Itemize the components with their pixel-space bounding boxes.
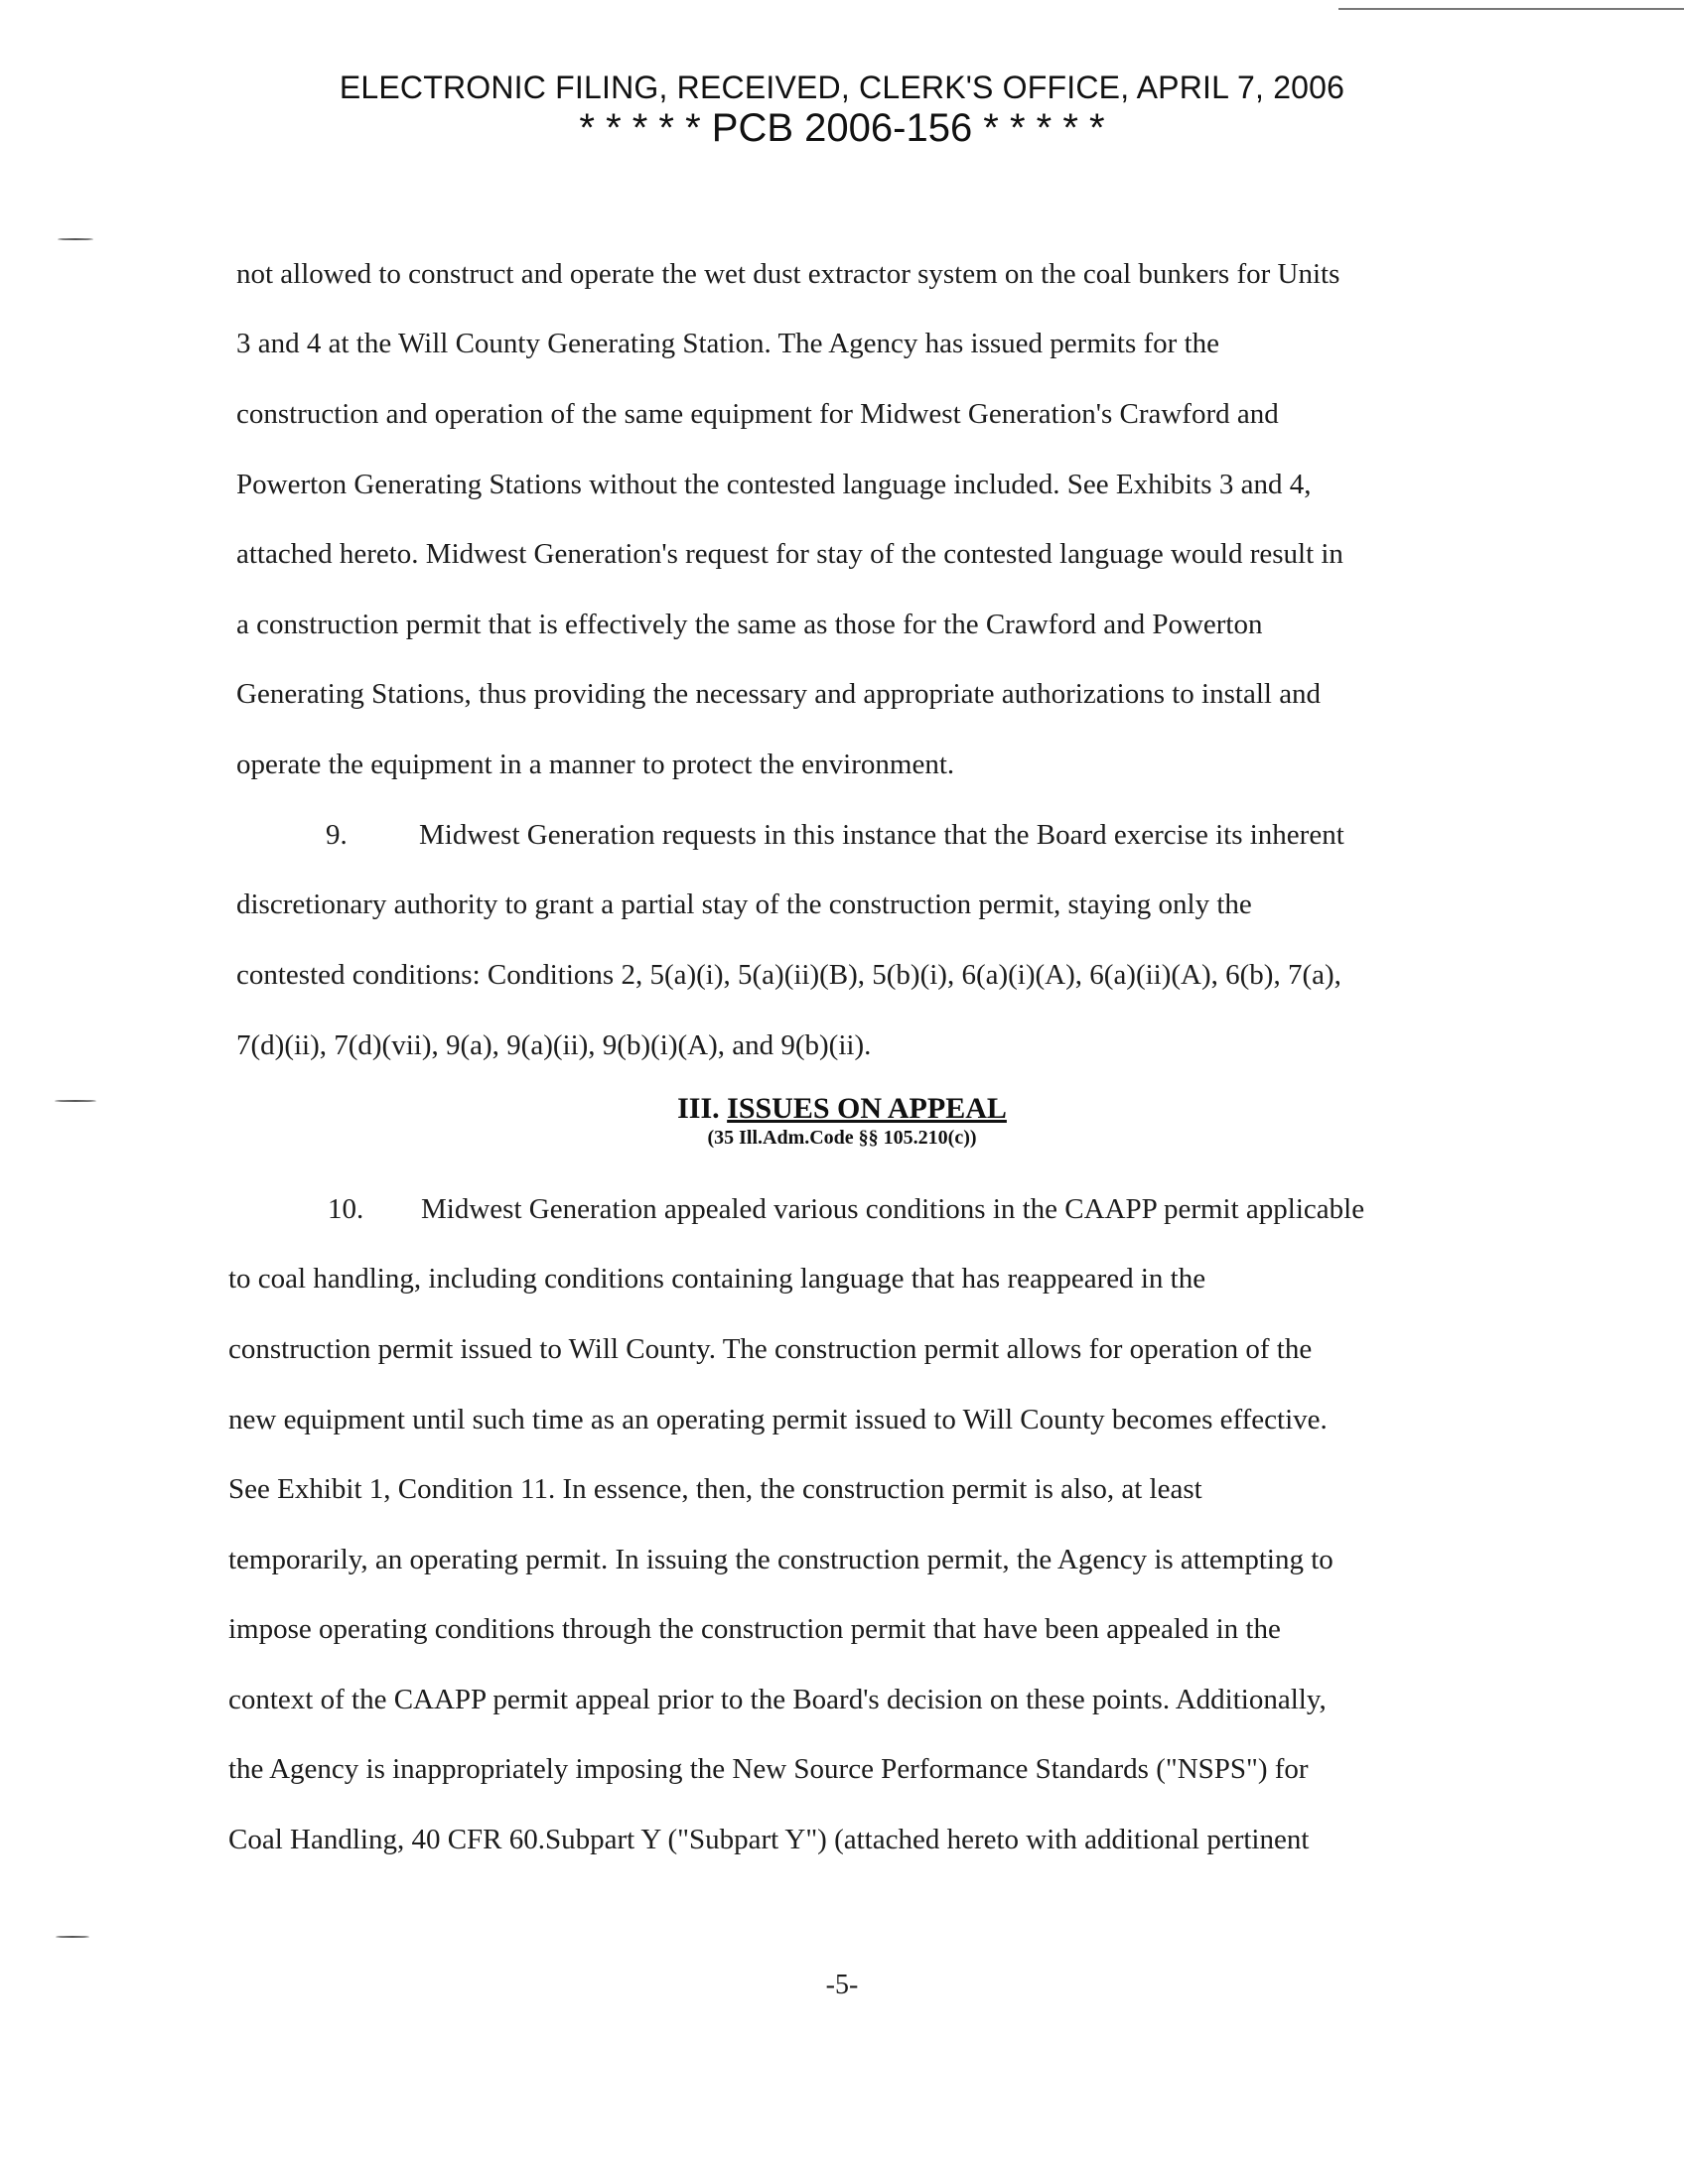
text-line: new equipment until such time as an operating permit issued to Will County becomes effective. xyxy=(228,1404,1328,1435)
section-heading xyxy=(0,1092,1684,1150)
filing-header xyxy=(0,68,1684,149)
text-line: impose operating conditions through the construction permit that have been appealed in the xyxy=(228,1613,1281,1645)
section-title xyxy=(0,1092,1684,1126)
scan-edge-rule xyxy=(1338,8,1684,10)
text-line: Generating Stations, thus providing the necessary and appropriate authorizations to install and xyxy=(236,678,1322,710)
text-line: 7(d)(ii), 7(d)(vii), 9(a), 9(a)(ii), 9(b)(i)(A), and 9(b)(ii). xyxy=(236,1029,872,1061)
text-line: Midwest Generation requests in this instance that the Board exercise its inherent xyxy=(419,819,1344,851)
text-line: 3 and 4 at the Will County Generating Station. The Agency has issued permits for the xyxy=(236,328,1220,359)
text-line: to coal handling, including conditions containing language that has reappeared in the xyxy=(228,1263,1206,1295)
text-line: not allowed to construct and operate the wet dust extractor system on the coal bunkers for Units xyxy=(236,258,1340,290)
text-line: the Agency is inappropriately imposing the New Source Performance Standards ("NSPS") for xyxy=(228,1753,1309,1785)
margin-scan-mark xyxy=(56,1936,89,1938)
section-citation: (35 Ill.Adm.Code §§ 105.210(c)) xyxy=(707,1127,977,1149)
text-line: contested conditions: Conditions 2, 5(a)(i), 5(a)(ii)(B), 5(b)(i), 6(a)(i)(A), 6(a)(ii)(A), 6(b), 7(a), xyxy=(236,959,1341,991)
section-title-text: ISSUES ON APPEAL xyxy=(727,1092,1007,1125)
text-line: a construction permit that is effectively the same as those for the Crawford and Powerton xyxy=(236,609,1263,640)
margin-scan-mark xyxy=(55,1100,96,1102)
paragraph-first-line xyxy=(326,817,1344,853)
text-line: attached hereto. Midwest Generation's request for stay of the contested language would result in xyxy=(236,538,1343,570)
text-line: context of the CAAPP permit appeal prior to the Board's decision on these points. Additionally, xyxy=(228,1684,1327,1715)
text-line: temporarily, an operating permit. In issuing the construction permit, the Agency is attempting to xyxy=(228,1544,1333,1575)
text-line: construction permit issued to Will County. The construction permit allows for operation of the xyxy=(228,1333,1313,1365)
paragraph-number: 9. xyxy=(326,819,348,851)
section-numeral: III. xyxy=(677,1092,720,1125)
text-line: operate the equipment in a manner to protect the environment. xyxy=(236,749,955,780)
text-line: discretionary authority to grant a partial stay of the construction permit, staying only the xyxy=(236,888,1252,920)
page-number: -5- xyxy=(825,1970,859,2000)
margin-scan-mark xyxy=(58,238,93,240)
text-line: Coal Handling, 40 CFR 60.Subpart Y ("Subpart Y") (attached hereto with additional pertinent xyxy=(228,1824,1310,1855)
paragraph-first-line xyxy=(328,1191,1364,1227)
paragraph-number: 10. xyxy=(328,1193,364,1225)
text-line: Powerton Generating Stations without the contested language included. See Exhibits 3 and 4, xyxy=(236,469,1312,500)
filing-stamp-line: ELECTRONIC FILING, RECEIVED, CLERK'S OFFICE, APRIL 7, 2006 xyxy=(339,69,1345,105)
text-line: construction and operation of the same equipment for Midwest Generation's Crawford and xyxy=(236,398,1279,430)
case-number-line: * * * * * PCB 2006-156 * * * * * xyxy=(579,106,1105,150)
text-line: See Exhibit 1, Condition 11. In essence, then, the construction permit is also, at least xyxy=(228,1473,1202,1505)
text-line: Midwest Generation appealed various conditions in the CAAPP permit applicable xyxy=(421,1193,1365,1225)
